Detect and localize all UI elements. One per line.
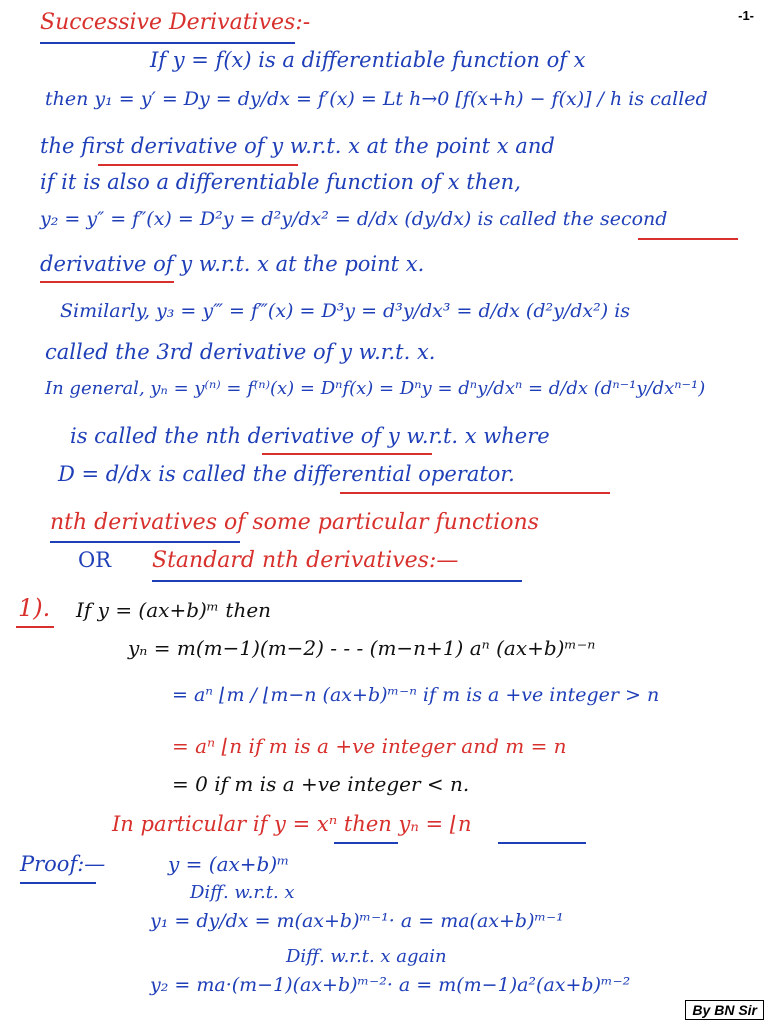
nth-derivative-underline	[262, 453, 432, 455]
second-derivative-formula: y₂ = y″ = f″(x) = D²y = d²y/dx² = d/dx (dy/dx) is called the second	[40, 208, 668, 230]
second-derivative-underline	[638, 238, 738, 240]
page-title: Successive Derivatives:-	[40, 10, 311, 35]
definition-line: If y = f(x) is a differentiable function of x	[150, 48, 586, 72]
proof-line: y₁ = dy/dx = m(ax+b)ᵐ⁻¹· a = ma(ax+b)ᵐ⁻¹	[150, 910, 564, 932]
definition-line: if it is also a differentiable function of x then,	[40, 170, 521, 194]
nth-derivative-formula: In general, yₙ = y⁽ⁿ⁾ = f⁽ⁿ⁾(x) = Dⁿf(x) = Dⁿy = dⁿy/dxⁿ = d/dx (dⁿ⁻¹y/dxⁿ⁻¹)	[45, 378, 706, 399]
definition-line: derivative of y w.r.t. x at the point x.	[40, 252, 425, 276]
proof-underline	[20, 882, 96, 884]
item-number: 1).	[18, 594, 51, 622]
proof-line: y₂ = ma·(m−1)(ax+b)ᵐ⁻²· a = m(m−1)a²(ax+b)ᵐ⁻²	[150, 974, 631, 996]
particular-underline	[498, 842, 586, 844]
proof-line: y = (ax+b)ᵐ	[168, 852, 290, 876]
operator-underline	[340, 492, 610, 494]
formula-line: If y = (ax+b)ᵐ then	[76, 598, 272, 622]
particular-case: In particular if y = xⁿ then yₙ = ⌊n	[112, 812, 472, 836]
section-heading: nth derivatives of some particular functions	[50, 510, 539, 535]
particular-underline	[334, 842, 398, 844]
formula-line: yₙ = m(m−1)(m−2) - - - (m−n+1) aⁿ (ax+b)ᵐ⁻ⁿ	[128, 636, 596, 660]
section-underline	[152, 580, 522, 582]
proof-line: Diff. w.r.t. x	[190, 882, 295, 903]
definition-line: is called the nth derivative of y w.r.t. x where	[70, 424, 550, 448]
first-derivative-formula: then y₁ = y′ = Dy = dy/dx = f′(x) = Lt h→0 [f(x+h) − f(x)] / h is called	[45, 88, 708, 110]
definition-line: called the 3rd derivative of y w.r.t. x.	[45, 340, 436, 364]
page-number: -1-	[738, 8, 754, 23]
proof-line: Diff. w.r.t. x again	[286, 946, 447, 967]
formula-line: = 0 if m is a +ve integer < n.	[172, 772, 470, 796]
third-derivative-formula: Similarly, y₃ = y‴ = f‴(x) = D³y = d³y/dx³ = d/dx (d²y/dx²) is	[60, 300, 631, 322]
proof-label: Proof:—	[20, 852, 106, 876]
first-derivative-underline	[98, 164, 298, 166]
formula-line: = aⁿ ⌊n if m is a +ve integer and m = n	[172, 734, 567, 758]
section-underline	[50, 541, 240, 543]
definition-line: the first derivative of y w.r.t. x at the point x and	[40, 134, 555, 158]
author-credit: By BN Sir	[685, 1000, 764, 1020]
title-underline	[40, 42, 295, 44]
formula-line: = aⁿ ⌊m / ⌊m−n (ax+b)ᵐ⁻ⁿ if m is a +ve integer > n	[172, 684, 660, 706]
section-heading: Standard nth derivatives:—	[152, 548, 459, 573]
derivative-underline	[40, 281, 174, 283]
operator-definition: D = d/dx is called the differential operator.	[58, 462, 515, 486]
section-or: OR	[78, 548, 112, 572]
item-number-underline	[16, 626, 54, 628]
